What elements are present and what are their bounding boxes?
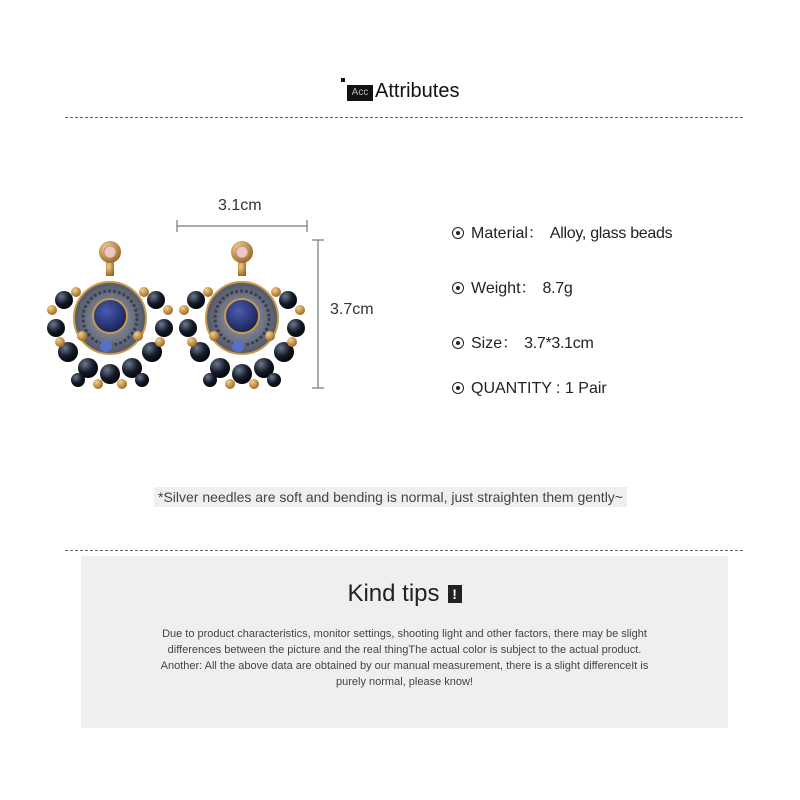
needle-note: *Silver needles are soft and bending is normal, just straighten them gently~ [154,487,627,507]
height-dimension-line [312,240,324,388]
attribute-key: Material： [471,225,544,242]
kind-tips-heading [81,580,728,608]
attribute-value: 3.7*3.1cm [524,335,594,352]
earring-left [47,241,173,389]
bullet-icon [452,337,464,349]
attribute-size [452,330,593,353]
bottom-divider [65,550,743,551]
attribute-quantity [452,380,613,398]
attribute-key: Size： [471,335,519,352]
kind-tips-text [111,626,698,690]
bullet-icon [452,282,464,294]
height-label: 3.7cm [330,301,374,318]
attribute-weight [452,275,572,298]
attribute-value: 8.7g [542,280,573,297]
earring-right [179,241,305,389]
width-dimension-line [177,220,307,232]
bullet-icon [452,382,464,394]
attribute-material [452,220,672,243]
section-title: Attributes [375,80,460,102]
bullet-icon [452,227,464,239]
kind-tips-box [81,556,728,728]
acc-badge: Acc [347,85,373,101]
attribute-key: Weight： [471,280,537,297]
tips-line: Another: All the above data are obtained by our manual measurement, there is a slight differenceIt is [160,660,649,672]
width-label: 3.1cm [218,197,262,214]
attribute-key: QUANTITY : 1 Pair [471,380,607,397]
tips-line: Due to product characteristics, monitor settings, shooting light and other factors, there may be slight [162,628,647,640]
attribute-value: Alloy, glass beads [549,225,673,242]
kind-tips-title: Kind tips [347,580,440,607]
exclamation-icon: ! [448,585,462,603]
tips-line: purely normal, please know! [336,676,473,688]
tips-line: differences between the picture and the real thingThe actual color is subject to the actual product. [167,644,642,656]
